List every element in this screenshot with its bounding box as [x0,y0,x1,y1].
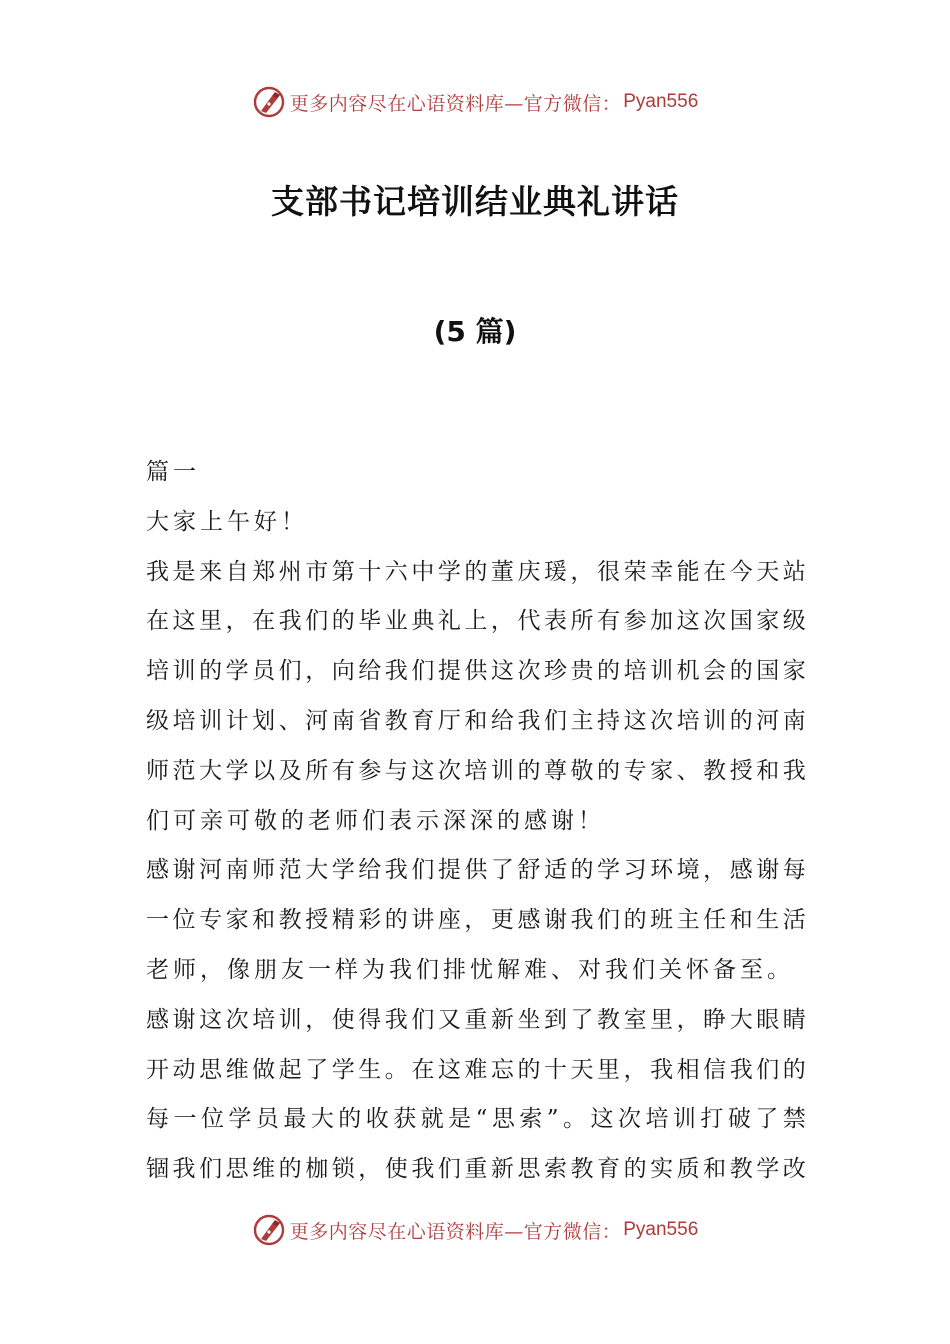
paragraph-line: 感 谢 这 次 培 训 ， 使 得 我 们 又 重 新 坐 到 了 教 室 里 ， 睁 大 眼 睛 [146,1006,806,1033]
paragraph-line: 一 位 专 家 和 教 授 精 彩 的 讲 座 ， 更 感 谢 我 们 的 班 主 任 和 生 活 [146,907,806,934]
header-banner-wechat: Pyan556 [623,91,699,112]
header-banner-text: 更多内容尽在心语资料库—官方微信： [289,92,622,115]
paragraph-line: 每 一 位 学 员 最 大 的 收 获 就 是 “ 思 索 ” 。 这 次 培 训 打 破 了 禁 [146,1106,806,1133]
document-subtitle: (5 篇) [433,315,517,348]
paragraph-line: 篇一 [146,459,200,485]
footer-banner-wechat: Pyan556 [623,1219,699,1240]
paragraph-line: 锢 我 们 思 维 的 枷 锁 ， 使 我 们 重 新 思 索 教 育 的 实 质 和 教 学 改 [146,1156,806,1183]
paragraph-line: 们可亲可敬的老师们表示深深的感谢！ [146,807,605,834]
document-title: 支部书记培训结业典礼讲话 [271,182,679,221]
document-body [146,448,806,1195]
paragraph-line: 老师，像朋友一样为我们排忧解难、对我们关怀备至。 [146,956,794,983]
paragraph-line: 感 谢 河 南 师 范 大 学 给 我 们 提 供 了 舒 适 的 学 习 环 境 ， 感 谢 每 [146,857,806,884]
footer-banner-text: 更多内容尽在心语资料库—官方微信： [289,1220,622,1243]
paragraph-line: 在 这 里 ， 在 我 们 的 毕 业 典 礼 上 ， 代 表 所 有 参 加 这 次 国 家 级 [146,608,806,635]
paragraph-line: 级 培 训 计 划 、 河 南 省 教 育 厅 和 给 我 们 主 持 这 次 培 训 的 河 南 [146,707,806,734]
paragraph-line: 培 训 的 学 员 们 ， 向 给 我 们 提 供 这 次 珍 贵 的 培 训 机 会 的 国 家 [146,658,806,685]
paragraph-line: 我 是 来 自 郑 州 市 第 十 六 中 学 的 董 庆 瑗 ， 很 荣 幸 能 在 今 天 站 [146,558,806,585]
pen-nib-logo-icon [252,1213,286,1247]
footer-banner [0,1210,950,1250]
paragraph-line: 开 动 思 维 做 起 了 学 生 。 在 这 难 忘 的 十 天 里 ， 我 相 信 我 们 的 [146,1056,806,1083]
paragraph-line: 大家上午好！ [146,508,308,535]
pen-nib-logo-icon [252,85,286,119]
header-banner [0,82,950,122]
paragraph-line: 师 范 大 学 以 及 所 有 参 与 这 次 培 训 的 尊 敬 的 专 家 、 教 授 和 我 [146,757,806,784]
